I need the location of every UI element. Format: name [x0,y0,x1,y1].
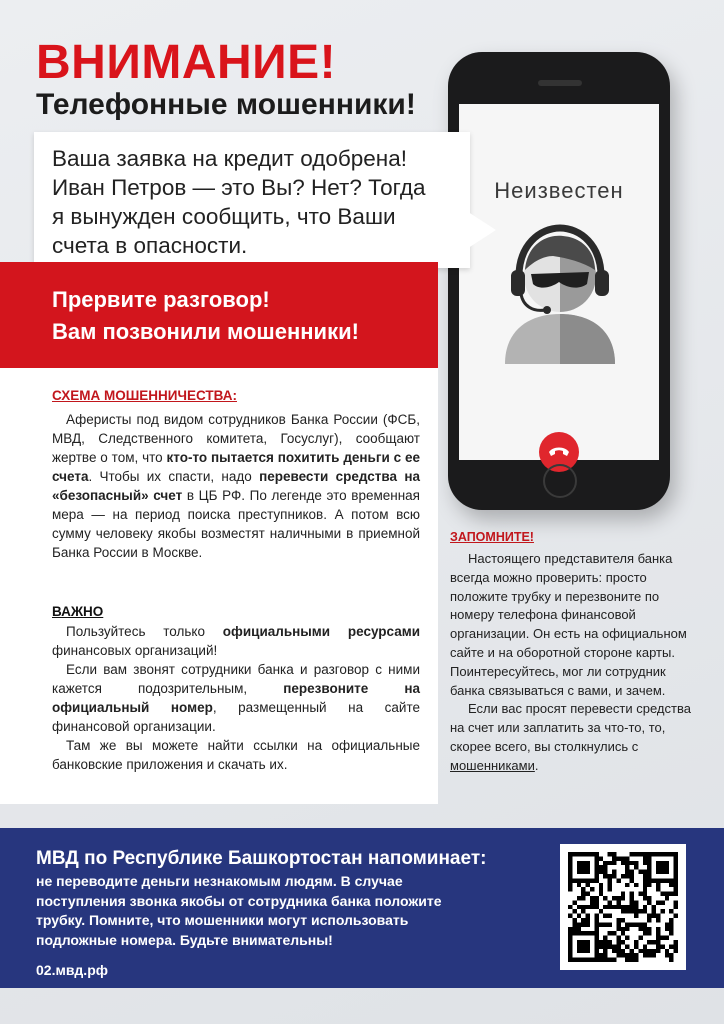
footer-text: не переводите деньги незнакомым людям. В случае поступления звонка якобы от сотрудника банка положите трубку. Помните, что мошенники могут использовать подложные номера. Будьте внимательны! [36,873,442,948]
qr-code-icon [560,844,686,970]
bubble-line: счета в опасности. [52,233,248,258]
scheme-bold-part: перевести средства на «безопасный» счет [52,469,420,503]
phone-illustration [448,52,670,510]
bubble-line: я вынужден сообщить, что Ваши [52,204,396,229]
scheme-text-part: в ЦБ РФ. По легенде это временная мера — на период поиска преступников. А потом всю сумму человеку якобы возместят наличными в приемной Банка России в Москве. [52,488,420,560]
speech-bubble [34,132,470,268]
warning-line: Прервите разговор! [52,287,270,312]
scheme-heading: СХЕМА МОШЕННИЧЕСТВА: [52,388,237,403]
remember-underlined-part: мошенниками [450,757,535,773]
warning-band [0,262,438,368]
remember-text-part: . [534,757,539,773]
important-paragraph [52,660,420,736]
bubble-text [52,144,462,260]
important-bold-part: официальными ресурсами [222,624,421,639]
speech-bubble-tail [462,208,496,252]
important-text [52,622,420,774]
bubble-line: Иван Петров — это Вы? Нет? Тогда [52,175,426,200]
important-text-part: Если вам звонят сотрудники банка и разговор с ними кажется подозрительным, [52,662,420,696]
important-paragraph: Там же вы можете найти ссылки на официальные банковские приложения и скачать их. [52,738,420,772]
footer-site-link[interactable]: 02.мвд.рф [36,962,109,978]
page-subtitle: Телефонные мошенники! [36,88,416,121]
phone-speaker [538,80,582,86]
scheme-text-part: Аферисты под видом сотрудников Банка России (ФСБ, МВД, Следственного комитета, Госуслуг), сообщают жертве о том, что [52,412,420,465]
footer-title: МВД по Республике Башкортостан напоминает: [36,848,487,869]
bubble-line: Ваша заявка на кредит одобрена! [52,146,407,171]
important-text-part: Пользуйтесь только [66,624,223,639]
phone-screen [459,104,659,460]
remember-text-part: Если вас просят перевести средства на счет или заплатить за что-то, то, скорее всего, вы столкнулись с [450,701,691,754]
remember-heading: ЗАПОМНИТЕ! [450,530,534,544]
footer-banner [0,828,724,988]
caller-name: Неизвестен [494,178,624,203]
scheme-text-part: . Чтобы их спасти, надо [88,469,260,484]
important-paragraph [52,622,420,660]
remember-paragraph [450,700,700,775]
warning-line: Вам позвонили мошенники! [52,319,359,344]
scheme-text [52,410,420,562]
remember-text [450,550,700,776]
scheme-panel [0,368,438,804]
important-bold-part: перезвоните на официальный номер [52,681,420,715]
page-title: ВНИМАНИЕ! [36,36,337,89]
phone-hangup-icon [547,444,571,460]
important-text-part: финансовых организаций! [52,643,218,658]
scheme-bold-part: кто-то пытается похитить деньги с ее счета [52,450,420,484]
important-text-part: , размещенный на сайте финансовой организации. [52,700,420,734]
operator-headset-icon [495,222,625,364]
warning-text [52,284,359,348]
important-heading: ВАЖНО [52,604,104,619]
phone-home-button [543,464,577,498]
remember-paragraph: Настоящего представителя банка всегда можно проверить: просто положите трубку и перезвоните по номеру телефона финансовой организации. Он есть на официальном сайте и на оборотной стороне карты. Поинтересуйтесь, мог ли сотрудник банка связываться с вами, и зачем. [450,551,687,698]
